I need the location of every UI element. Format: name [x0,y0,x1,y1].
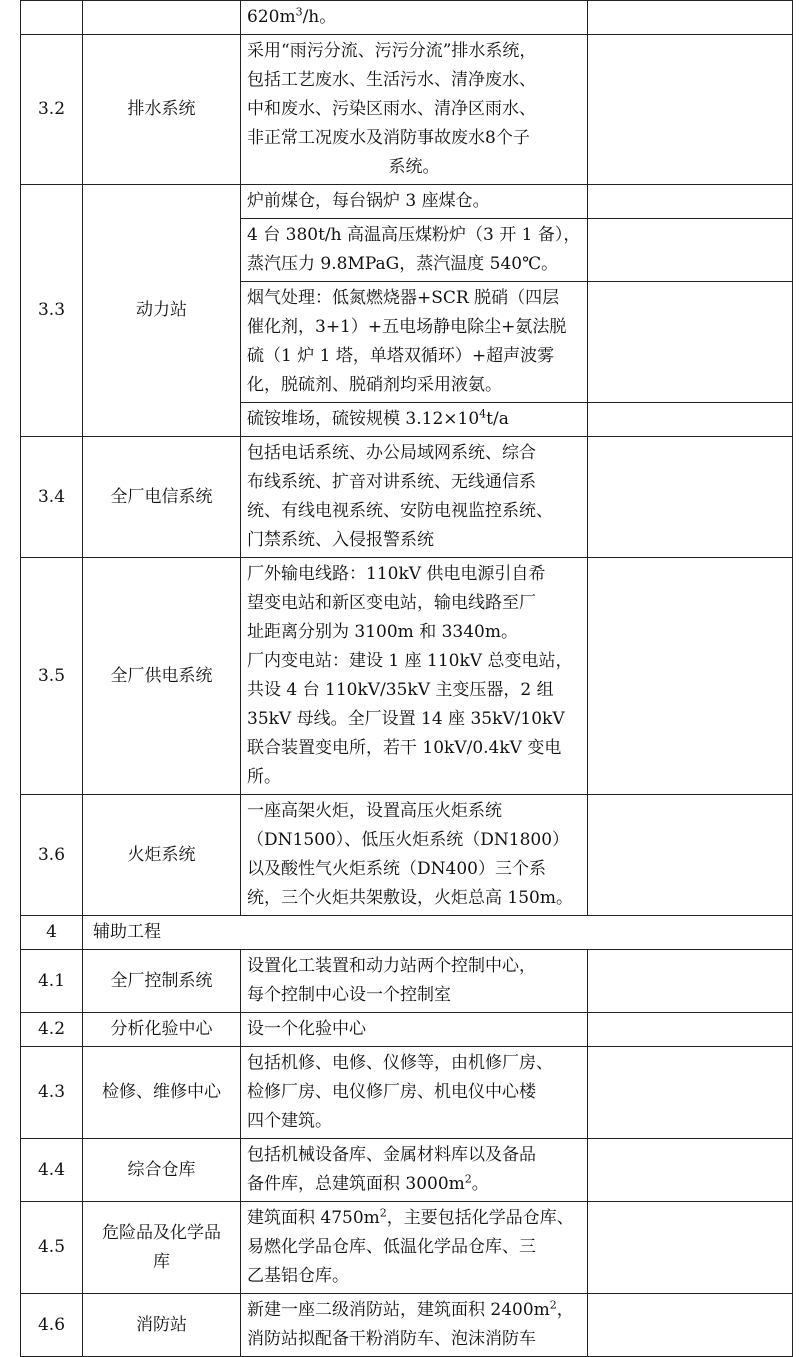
item-name-line: 消防站 [136,1314,187,1335]
text-run: 厂外输电线路：110kV 供电电源引自希 [247,564,546,584]
text-line [247,250,581,279]
item-description [241,282,588,403]
text-run: 中和废水、污染区雨水、清净区雨水、 [247,99,536,119]
remarks-cell [588,1,793,35]
item-name-line: 全厂控制系统 [110,970,213,991]
table-row [21,558,793,795]
remarks-cell [588,1294,793,1357]
row-number: 4.5 [21,1202,83,1294]
item-name [83,185,241,437]
text-line [247,1107,581,1136]
item-name [83,558,241,795]
text-run: 包括机械设备库、金属材料库以及备品 [247,1145,536,1165]
text-line [247,37,581,66]
text-run: 硫（1 炉 1 塔，单塔双循环）+超声波雾 [247,346,555,366]
remarks-cell [588,403,793,437]
row-number: 4.3 [21,1047,83,1139]
table-row [21,1013,793,1047]
text-run: 非正常工况废水及消防事故废水8个子 [247,128,530,148]
superscript: 2 [464,1172,472,1186]
table-row [21,1294,793,1357]
remarks-cell [588,35,793,185]
row-number: 4 [21,916,83,950]
text-run: 联合装置变电所，若干 10kV/0.4kV 变电 [247,738,562,758]
item-name [83,950,241,1013]
item-description [241,1013,588,1047]
item-description [241,1202,588,1294]
item-name-line: 全厂电信系统 [110,486,213,507]
text-line [247,497,581,526]
row-number: 3.6 [21,795,83,916]
group-title: 辅助工程 [83,916,793,950]
text-run: 乙基铝仓库。 [247,1266,349,1286]
row-number: 4.6 [21,1294,83,1357]
text-line [247,676,581,705]
item-name [83,1294,241,1357]
text-run: 化，脱硫剂、脱硝剂均采用液氨。 [247,375,502,395]
item-description [241,1139,588,1202]
item-description [241,1,588,35]
text-line [247,560,581,589]
text-run: 消防站拟配备干粉消防车、泡沫消防车 [247,1329,536,1349]
text-line [247,1015,581,1044]
text-run: 一座高架火炬，设置高压火炬系统 [247,801,502,821]
table-row [21,437,793,558]
text-run: 蒸汽压力 9.8MPaG，蒸汽温度 540℃。 [247,254,559,274]
text-run: ，主要包括化学品仓库、 [386,1208,574,1228]
item-description [241,950,588,1013]
text-line [247,1233,581,1262]
text-run: 四个建筑。 [247,1111,332,1131]
text-line [247,952,581,981]
item-description [241,403,588,437]
item-description [241,185,588,219]
item-name [83,1,241,35]
item-description [241,1047,588,1139]
item-name [83,437,241,558]
text-run: 设一个化验中心 [247,1019,366,1039]
text-line [247,1296,581,1325]
remarks-cell [588,1202,793,1294]
item-name [83,1013,241,1047]
row-number: 3.3 [21,185,83,437]
text-line [247,468,581,497]
text-line [247,981,581,1010]
text-run: 布线系统、扩音对讲系统、无线通信系 [247,472,536,492]
text-run: 统，三个火炬共架敷设，火炬总高 150m。 [247,888,573,908]
text-run: 烟气处理：低氮燃烧器+SCR 脱硝（四层 [247,288,560,308]
text-run: 望变电站和新区变电站，输电线路至厂 [247,593,536,613]
engineering-table [20,0,793,1357]
table-row [21,1047,793,1139]
text-line [247,187,581,216]
table-row [21,916,793,950]
text-line [247,439,581,468]
text-line [247,855,581,884]
text-run: 催化剂，3+1）+五电场静电除尘+氨法脱 [247,317,567,337]
superscript: 4 [479,407,487,421]
table-row [21,795,793,916]
item-name [83,1047,241,1139]
item-name-line: 动力站 [136,300,187,320]
text-line [247,124,581,153]
text-run: 以及酸性气火炬系统（DN400）三个系 [247,859,546,879]
item-name-line: 危险品及化学品 [102,1222,221,1243]
table-row [21,950,793,1013]
item-name-line: 分析化验中心 [110,1019,213,1039]
row-number: 3.5 [21,558,83,795]
table-row [21,35,793,185]
item-name-line: 综合仓库 [127,1159,196,1180]
text-run: 统、有线电视系统、安防电视监控系统、 [247,501,553,521]
item-description [241,558,588,795]
item-description [241,1294,588,1357]
text-run: 所。 [247,767,281,787]
text-line [247,797,581,826]
remarks-cell [588,282,793,403]
text-line [247,371,581,400]
table-row [21,1202,793,1294]
text-run: 系统。 [388,157,440,177]
text-run: ， [556,1300,574,1320]
text-run: 共设 4 台 110kV/35kV 主变压器，2 组 [247,680,554,700]
row-number: 4.4 [21,1139,83,1202]
item-description [241,795,588,916]
text-run: t/a [486,409,509,429]
text-run: 门禁系统、入侵报警系统 [247,530,434,550]
text-run: 每个控制中心设一个控制室 [247,985,451,1005]
text-run: （DN1500）、低压火炬系统（DN1800） [247,830,570,850]
text-line [247,763,581,792]
text-run: 检修厂房、电仪修厂房、机电仪中心楼 [247,1082,536,1102]
text-line [247,66,581,95]
text-run: 炉前煤仓，每台锅炉 3 座煤仓。 [247,191,490,211]
text-line [247,1262,581,1291]
text-line [247,1049,581,1078]
text-line [247,1170,581,1199]
superscript: 2 [379,1206,387,1220]
superscript: 2 [549,1298,557,1312]
text-line [247,284,581,313]
item-description [241,437,588,558]
text-run: 包括机修、电修、仪修等，由机修厂房、 [247,1053,553,1073]
text-run: 包括电话系统、办公局域网系统、综合 [247,443,536,463]
text-line [247,1141,581,1170]
row-number [21,1,83,35]
text-run: 35kV 母线。全厂设置 14 座 35kV/10kV [247,709,565,729]
text-run: 硫铵堆场，硫铵规模 3.12×10 [247,409,480,429]
document-page [20,0,792,1357]
text-line [247,3,581,32]
row-number: 3.4 [21,437,83,558]
remarks-cell [588,437,793,558]
text-run: 620m [247,7,296,27]
text-line [247,313,581,342]
table-body [21,1,793,1357]
item-name [83,795,241,916]
text-line [247,884,581,913]
table-row [21,1,793,35]
text-line [247,734,581,763]
table-row [21,1139,793,1202]
item-name-line: 检修、维修中心 [102,1082,221,1102]
text-run: 4 台 380t/h 高温高压煤粉炉（3 开 1 备）， [247,225,581,245]
item-name [83,1139,241,1202]
text-run: 采用“雨污分流、污污分流”排水系统， [247,41,537,61]
remarks-cell [588,1139,793,1202]
text-run: 新建一座二级消防站，建筑面积 2400m [247,1300,550,1320]
item-name-line: 火炬系统 [127,844,196,865]
remarks-cell [588,1047,793,1139]
text-run: 设置化工装置和动力站两个控制中心， [247,956,536,976]
text-run: 厂内变电站：建设 1 座 110kV 总变电站， [247,651,573,671]
item-name-line: 排水系统 [127,99,196,119]
text-run: 备件库，总建筑面积 3000m [247,1174,465,1194]
text-run: 。 [471,1174,489,1194]
text-line [247,1325,581,1354]
remarks-cell [588,1013,793,1047]
text-line [247,221,581,250]
item-name [83,1202,241,1294]
item-name-line: 全厂供电系统 [110,665,213,686]
text-run: 易燃化学品仓库、低温化学品仓库、三 [247,1237,536,1257]
item-name [83,35,241,185]
remarks-cell [588,795,793,916]
text-line [247,342,581,371]
text-line [247,826,581,855]
remarks-cell [588,950,793,1013]
text-line [247,526,581,555]
remarks-cell [588,219,793,282]
text-line [247,405,581,434]
text-run: /h。 [302,7,337,27]
row-number: 3.2 [21,35,83,185]
superscript: 3 [295,5,303,19]
row-number: 4.1 [21,950,83,1013]
item-description [241,35,588,185]
remarks-cell [588,558,793,795]
text-line [247,95,581,124]
item-name-line: 库 [153,1251,170,1272]
text-run: 址距离分别为 3100m 和 3340m。 [247,622,518,642]
text-line [247,1078,581,1107]
remarks-cell [588,185,793,219]
text-line [247,618,581,647]
text-line [247,589,581,618]
text-line [247,1204,581,1233]
text-run: 建筑面积 4750m [247,1208,380,1228]
table-row [21,185,793,219]
text-run: 包括工艺废水、生活污水、清净废水、 [247,70,536,90]
row-number: 4.2 [21,1013,83,1047]
item-description [241,219,588,282]
text-line [247,153,581,182]
text-line [247,705,581,734]
text-line [247,647,581,676]
